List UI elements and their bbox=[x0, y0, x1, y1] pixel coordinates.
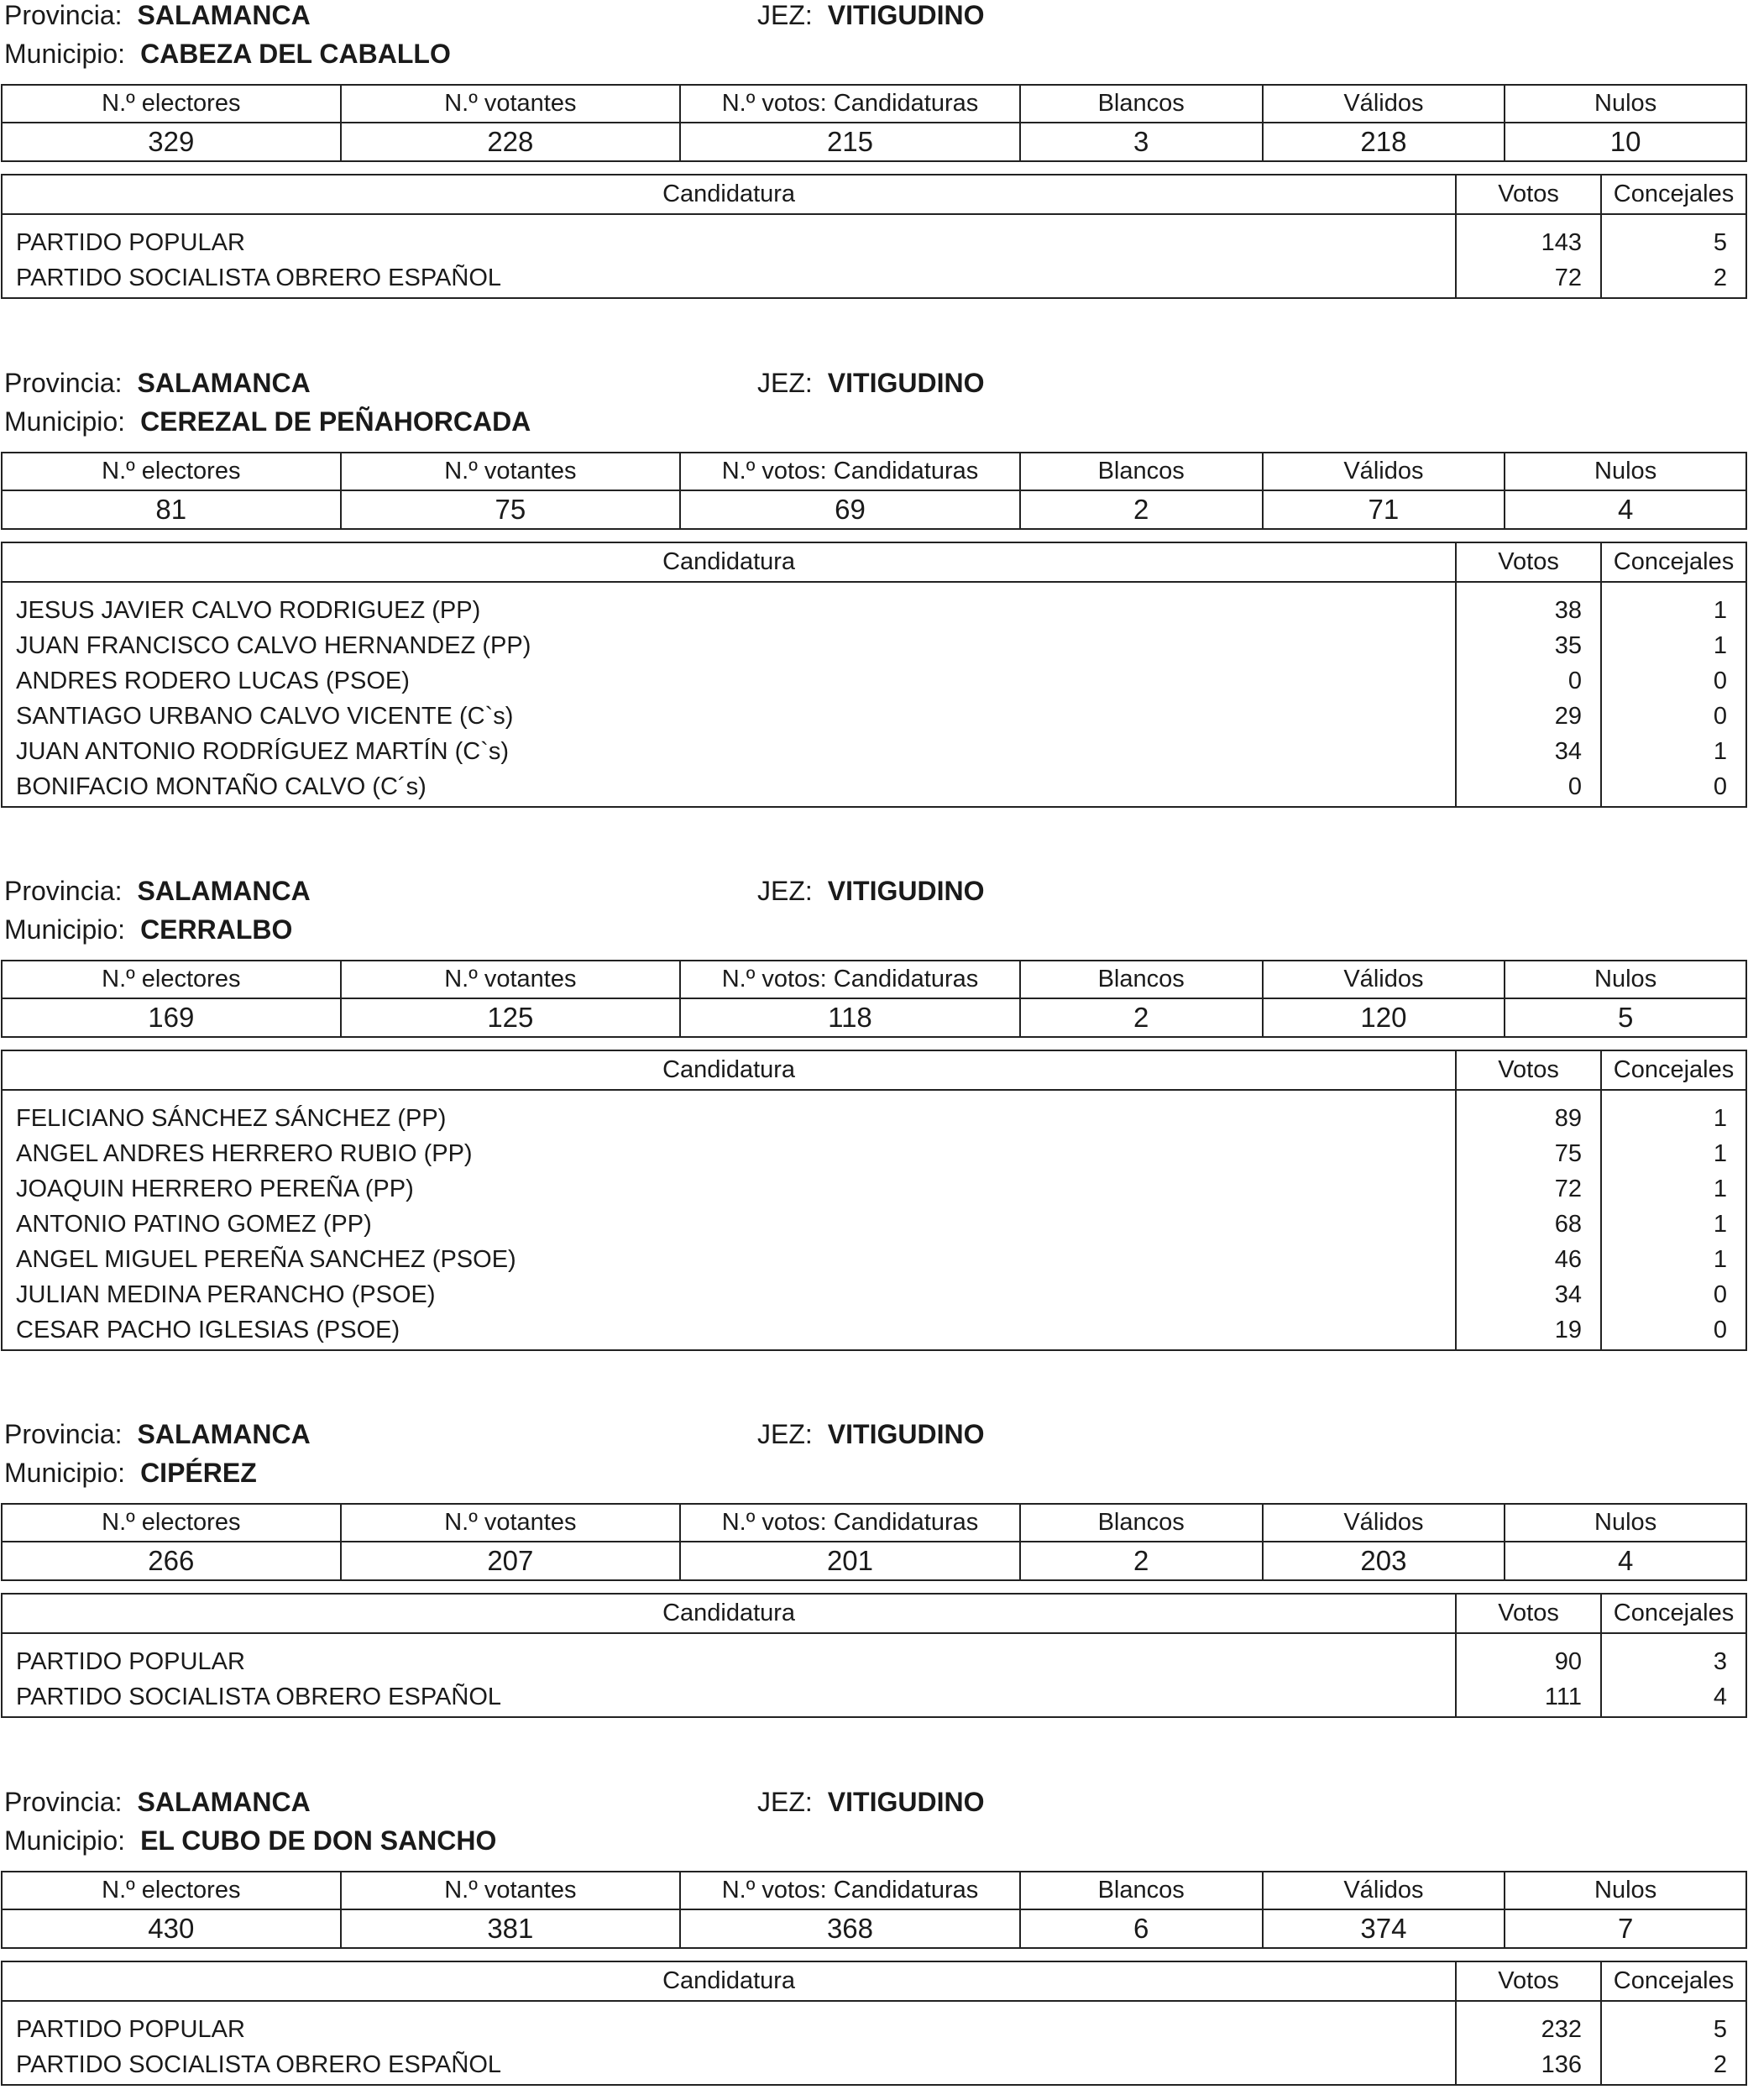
candidatura-concejales: 1 bbox=[1713, 1211, 1727, 1238]
municipio-label: Municipio: bbox=[4, 406, 126, 437]
electores-value: 329 bbox=[2, 123, 341, 161]
blancos-header: Blancos bbox=[1020, 453, 1263, 490]
blancos-value: 6 bbox=[1020, 1909, 1263, 1948]
candidatura-votos: 111 bbox=[1544, 1684, 1583, 1710]
candidatura-name: ANTONIO PATINO GOMEZ (PP) bbox=[16, 1211, 372, 1238]
candidaturas-body-row bbox=[2, 1090, 1746, 1350]
jez-label: JEZ: bbox=[757, 1419, 813, 1449]
candidatura-name: PARTIDO POPULAR bbox=[16, 229, 245, 256]
votos-cell bbox=[1456, 1090, 1601, 1350]
blancos-value: 3 bbox=[1020, 123, 1263, 161]
nulos-header: Nulos bbox=[1505, 453, 1746, 490]
candidatura-votos: 72 bbox=[1554, 1176, 1583, 1202]
candidatura-votos: 68 bbox=[1554, 1211, 1583, 1238]
votos-cell bbox=[1456, 214, 1601, 298]
candidaturas-body-row bbox=[2, 2001, 1746, 2085]
provincia-label: Provincia: bbox=[4, 1419, 123, 1449]
votantes-header: N.º votantes bbox=[341, 453, 681, 490]
municipio-line bbox=[4, 406, 531, 437]
candidaturas-table bbox=[1, 1050, 1747, 1351]
candidatura-votos: 0 bbox=[1567, 668, 1583, 694]
candidaturas-header-row bbox=[2, 542, 1746, 582]
votos-candidaturas-value: 118 bbox=[680, 998, 1020, 1037]
candidatura-concejales: 0 bbox=[1713, 773, 1727, 800]
provincia-value: SALAMANCA bbox=[137, 876, 311, 906]
candidatura-header: Candidatura bbox=[2, 1594, 1456, 1633]
jez-line bbox=[757, 876, 984, 906]
votantes-header: N.º votantes bbox=[341, 1872, 681, 1909]
stats-table bbox=[1, 1503, 1747, 1581]
candidatura-names-cell bbox=[2, 2001, 1456, 2085]
candidatura-name: PARTIDO SOCIALISTA OBRERO ESPAÑOL bbox=[16, 264, 502, 291]
municipio-value: CERRALBO bbox=[140, 914, 293, 945]
candidatura-name: PARTIDO POPULAR bbox=[16, 2016, 245, 2043]
provincia-line bbox=[4, 368, 311, 398]
concejales-cell bbox=[1601, 2001, 1746, 2085]
votos-candidaturas-header: N.º votos: Candidaturas bbox=[680, 453, 1020, 490]
candidatura-votos: 29 bbox=[1554, 703, 1583, 730]
provincia-label: Provincia: bbox=[4, 0, 123, 30]
candidatura-votos: 72 bbox=[1554, 264, 1583, 291]
stats-table bbox=[1, 960, 1747, 1038]
votos-header: Votos bbox=[1456, 175, 1601, 214]
candidatura-votos: 38 bbox=[1554, 597, 1583, 624]
votos-cell bbox=[1456, 582, 1601, 807]
electores-value: 266 bbox=[2, 1542, 341, 1580]
candidatura-votos: 34 bbox=[1554, 738, 1583, 765]
candidatura-concejales: 5 bbox=[1713, 229, 1727, 256]
candidatura-name: ANDRES RODERO LUCAS (PSOE) bbox=[16, 668, 410, 694]
candidaturas-header-row bbox=[2, 175, 1746, 214]
provincia-label: Provincia: bbox=[4, 876, 123, 906]
candidatura-name: JOAQUIN HERRERO PEREÑA (PP) bbox=[16, 1176, 414, 1202]
municipio-value: CABEZA DEL CABALLO bbox=[140, 39, 451, 69]
nulos-header: Nulos bbox=[1505, 1504, 1746, 1542]
votos-candidaturas-value: 69 bbox=[680, 490, 1020, 529]
concejales-header: Concejales bbox=[1601, 1961, 1746, 2001]
candidatura-concejales: 0 bbox=[1713, 1317, 1727, 1343]
municipio-line bbox=[4, 1458, 257, 1488]
candidatura-votos: 35 bbox=[1554, 632, 1583, 659]
votos-header: Votos bbox=[1456, 1594, 1601, 1633]
electores-value: 430 bbox=[2, 1909, 341, 1948]
jez-value: VITIGUDINO bbox=[827, 368, 985, 398]
candidatura-concejales: 0 bbox=[1713, 1281, 1727, 1308]
blancos-value: 2 bbox=[1020, 1542, 1263, 1580]
nulos-header: Nulos bbox=[1505, 961, 1746, 998]
candidaturas-table bbox=[1, 174, 1747, 299]
candidatura-concejales: 1 bbox=[1713, 1246, 1727, 1273]
votantes-header: N.º votantes bbox=[341, 85, 681, 123]
blancos-header: Blancos bbox=[1020, 1504, 1263, 1542]
stats-header-row bbox=[2, 961, 1746, 998]
jez-value: VITIGUDINO bbox=[827, 1787, 985, 1817]
municipio-label: Municipio: bbox=[4, 914, 126, 945]
validos-header: Válidos bbox=[1263, 1872, 1505, 1909]
candidatura-name: FELICIANO SÁNCHEZ SÁNCHEZ (PP) bbox=[16, 1105, 447, 1132]
candidatura-votos: 136 bbox=[1541, 2051, 1583, 2078]
candidatura-concejales: 3 bbox=[1713, 1648, 1727, 1675]
jez-line bbox=[757, 0, 984, 30]
votos-candidaturas-header: N.º votos: Candidaturas bbox=[680, 1872, 1020, 1909]
jez-line bbox=[757, 1787, 984, 1817]
candidatura-name: PARTIDO SOCIALISTA OBRERO ESPAÑOL bbox=[16, 2051, 502, 2078]
stats-header-row bbox=[2, 453, 1746, 490]
candidatura-header: Candidatura bbox=[2, 1050, 1456, 1090]
candidatura-votos: 232 bbox=[1541, 2016, 1583, 2043]
validos-value: 120 bbox=[1263, 998, 1505, 1037]
blancos-header: Blancos bbox=[1020, 85, 1263, 123]
candidatura-concejales: 1 bbox=[1713, 1176, 1727, 1202]
stats-value-row bbox=[2, 998, 1746, 1037]
jez-value: VITIGUDINO bbox=[827, 1419, 985, 1449]
candidatura-concejales: 5 bbox=[1713, 2016, 1727, 2043]
candidatura-votos: 89 bbox=[1554, 1105, 1583, 1132]
provincia-line bbox=[4, 1787, 311, 1817]
votantes-header: N.º votantes bbox=[341, 961, 681, 998]
candidatura-votos: 75 bbox=[1554, 1140, 1583, 1167]
candidatura-names-cell bbox=[2, 582, 1456, 807]
candidatura-name: ANGEL ANDRES HERRERO RUBIO (PP) bbox=[16, 1140, 473, 1167]
provincia-value: SALAMANCA bbox=[137, 0, 311, 30]
municipio-value: CEREZAL DE PEÑAHORCADA bbox=[140, 406, 531, 437]
validos-value: 203 bbox=[1263, 1542, 1505, 1580]
stats-table bbox=[1, 1871, 1747, 1949]
votantes-value: 228 bbox=[341, 123, 681, 161]
candidatura-concejales: 1 bbox=[1713, 738, 1727, 765]
votos-cell bbox=[1456, 1633, 1601, 1717]
candidatura-votos: 19 bbox=[1554, 1317, 1583, 1343]
provincia-line bbox=[4, 0, 311, 30]
candidatura-names-cell bbox=[2, 214, 1456, 298]
candidatura-concejales: 1 bbox=[1713, 1105, 1727, 1132]
candidatura-name: CESAR PACHO IGLESIAS (PSOE) bbox=[16, 1317, 400, 1343]
candidaturas-table bbox=[1, 542, 1747, 808]
votos-header: Votos bbox=[1456, 1961, 1601, 2001]
provincia-label: Provincia: bbox=[4, 1787, 123, 1817]
electores-value: 169 bbox=[2, 998, 341, 1037]
concejales-header: Concejales bbox=[1601, 1050, 1746, 1090]
blancos-value: 2 bbox=[1020, 490, 1263, 529]
stats-header-row bbox=[2, 85, 1746, 123]
candidatura-header: Candidatura bbox=[2, 175, 1456, 214]
candidatura-concejales: 1 bbox=[1713, 632, 1727, 659]
candidatura-votos: 34 bbox=[1554, 1281, 1583, 1308]
concejales-header: Concejales bbox=[1601, 1594, 1746, 1633]
validos-header: Válidos bbox=[1263, 1504, 1505, 1542]
jez-line bbox=[757, 1419, 984, 1449]
nulos-value: 4 bbox=[1505, 490, 1746, 529]
candidatura-names-cell bbox=[2, 1090, 1456, 1350]
votantes-value: 381 bbox=[341, 1909, 681, 1948]
candidatura-concejales: 0 bbox=[1713, 668, 1727, 694]
votantes-value: 125 bbox=[341, 998, 681, 1037]
candidaturas-body-row bbox=[2, 1633, 1746, 1717]
candidaturas-table bbox=[1, 1593, 1747, 1718]
provincia-line bbox=[4, 1419, 311, 1449]
candidatura-concejales: 2 bbox=[1713, 2051, 1727, 2078]
votos-candidaturas-value: 368 bbox=[680, 1909, 1020, 1948]
validos-value: 218 bbox=[1263, 123, 1505, 161]
candidaturas-body-row bbox=[2, 582, 1746, 807]
blancos-header: Blancos bbox=[1020, 961, 1263, 998]
candidatura-name: ANGEL MIGUEL PEREÑA SANCHEZ (PSOE) bbox=[16, 1246, 516, 1273]
blancos-header: Blancos bbox=[1020, 1872, 1263, 1909]
votos-header: Votos bbox=[1456, 542, 1601, 582]
municipio-value: EL CUBO DE DON SANCHO bbox=[140, 1825, 497, 1856]
provincia-value: SALAMANCA bbox=[137, 368, 311, 398]
stats-table bbox=[1, 84, 1747, 162]
nulos-value: 7 bbox=[1505, 1909, 1746, 1948]
candidatura-concejales: 4 bbox=[1713, 1684, 1727, 1710]
municipio-line bbox=[4, 1825, 496, 1856]
candidatura-votos: 90 bbox=[1554, 1648, 1583, 1675]
nulos-value: 5 bbox=[1505, 998, 1746, 1037]
candidaturas-table bbox=[1, 1961, 1747, 2086]
municipio-value: CIPÉREZ bbox=[140, 1458, 257, 1488]
jez-label: JEZ: bbox=[757, 1787, 813, 1817]
candidatura-name: JUAN FRANCISCO CALVO HERNANDEZ (PP) bbox=[16, 632, 531, 659]
votos-cell bbox=[1456, 2001, 1601, 2085]
validos-header: Válidos bbox=[1263, 453, 1505, 490]
candidatura-names-cell bbox=[2, 1633, 1456, 1717]
candidatura-votos: 46 bbox=[1554, 1246, 1583, 1273]
provincia-value: SALAMANCA bbox=[137, 1419, 311, 1449]
electores-header: N.º electores bbox=[2, 1872, 341, 1909]
candidaturas-header-row bbox=[2, 1050, 1746, 1090]
electores-header: N.º electores bbox=[2, 85, 341, 123]
candidaturas-body-row bbox=[2, 214, 1746, 298]
candidatura-concejales: 0 bbox=[1713, 703, 1727, 730]
votos-candidaturas-value: 215 bbox=[680, 123, 1020, 161]
concejales-cell bbox=[1601, 1090, 1746, 1350]
electores-header: N.º electores bbox=[2, 453, 341, 490]
votantes-header: N.º votantes bbox=[341, 1504, 681, 1542]
votos-candidaturas-header: N.º votos: Candidaturas bbox=[680, 85, 1020, 123]
municipio-label: Municipio: bbox=[4, 1458, 126, 1488]
concejales-cell bbox=[1601, 1633, 1746, 1717]
jez-value: VITIGUDINO bbox=[827, 0, 985, 30]
votos-candidaturas-value: 201 bbox=[680, 1542, 1020, 1580]
stats-header-row bbox=[2, 1872, 1746, 1909]
candidaturas-header-row bbox=[2, 1594, 1746, 1633]
jez-line bbox=[757, 368, 984, 398]
nulos-header: Nulos bbox=[1505, 1872, 1746, 1909]
concejales-cell bbox=[1601, 214, 1746, 298]
candidatura-header: Candidatura bbox=[2, 1961, 1456, 2001]
votos-candidaturas-header: N.º votos: Candidaturas bbox=[680, 1504, 1020, 1542]
nulos-value: 10 bbox=[1505, 123, 1746, 161]
candidatura-concejales: 2 bbox=[1713, 264, 1727, 291]
candidatura-concejales: 1 bbox=[1713, 597, 1727, 624]
stats-value-row bbox=[2, 1542, 1746, 1580]
votos-header: Votos bbox=[1456, 1050, 1601, 1090]
jez-value: VITIGUDINO bbox=[827, 876, 985, 906]
stats-value-row bbox=[2, 490, 1746, 529]
votantes-value: 207 bbox=[341, 1542, 681, 1580]
candidaturas-header-row bbox=[2, 1961, 1746, 2001]
nulos-header: Nulos bbox=[1505, 85, 1746, 123]
candidatura-header: Candidatura bbox=[2, 542, 1456, 582]
stats-header-row bbox=[2, 1504, 1746, 1542]
votos-candidaturas-header: N.º votos: Candidaturas bbox=[680, 961, 1020, 998]
electores-header: N.º electores bbox=[2, 1504, 341, 1542]
candidatura-name: JESUS JAVIER CALVO RODRIGUEZ (PP) bbox=[16, 597, 481, 624]
stats-value-row bbox=[2, 1909, 1746, 1948]
nulos-value: 4 bbox=[1505, 1542, 1746, 1580]
candidatura-name: JULIAN MEDINA PERANCHO (PSOE) bbox=[16, 1281, 436, 1308]
municipio-line bbox=[4, 39, 451, 69]
electores-value: 81 bbox=[2, 490, 341, 529]
provincia-line bbox=[4, 876, 311, 906]
candidatura-name: PARTIDO SOCIALISTA OBRERO ESPAÑOL bbox=[16, 1684, 502, 1710]
candidatura-name: SANTIAGO URBANO CALVO VICENTE (C`s) bbox=[16, 703, 514, 730]
candidatura-name: BONIFACIO MONTAÑO CALVO (C´s) bbox=[16, 773, 427, 800]
candidatura-concejales: 1 bbox=[1713, 1140, 1727, 1167]
municipio-label: Municipio: bbox=[4, 1825, 126, 1856]
concejales-header: Concejales bbox=[1601, 542, 1746, 582]
votantes-value: 75 bbox=[341, 490, 681, 529]
stats-table bbox=[1, 452, 1747, 530]
concejales-header: Concejales bbox=[1601, 175, 1746, 214]
stats-value-row bbox=[2, 123, 1746, 161]
candidatura-votos: 0 bbox=[1567, 773, 1583, 800]
candidatura-name: JUAN ANTONIO RODRÍGUEZ MARTÍN (C`s) bbox=[16, 738, 509, 765]
blancos-value: 2 bbox=[1020, 998, 1263, 1037]
municipio-label: Municipio: bbox=[4, 39, 126, 69]
provincia-label: Provincia: bbox=[4, 368, 123, 398]
jez-label: JEZ: bbox=[757, 368, 813, 398]
jez-label: JEZ: bbox=[757, 876, 813, 906]
validos-header: Válidos bbox=[1263, 85, 1505, 123]
validos-value: 374 bbox=[1263, 1909, 1505, 1948]
provincia-value: SALAMANCA bbox=[137, 1787, 311, 1817]
jez-label: JEZ: bbox=[757, 0, 813, 30]
candidatura-name: PARTIDO POPULAR bbox=[16, 1648, 245, 1675]
municipio-line bbox=[4, 914, 292, 945]
candidatura-votos: 143 bbox=[1541, 229, 1583, 256]
electores-header: N.º electores bbox=[2, 961, 341, 998]
concejales-cell bbox=[1601, 582, 1746, 807]
validos-value: 71 bbox=[1263, 490, 1505, 529]
validos-header: Válidos bbox=[1263, 961, 1505, 998]
